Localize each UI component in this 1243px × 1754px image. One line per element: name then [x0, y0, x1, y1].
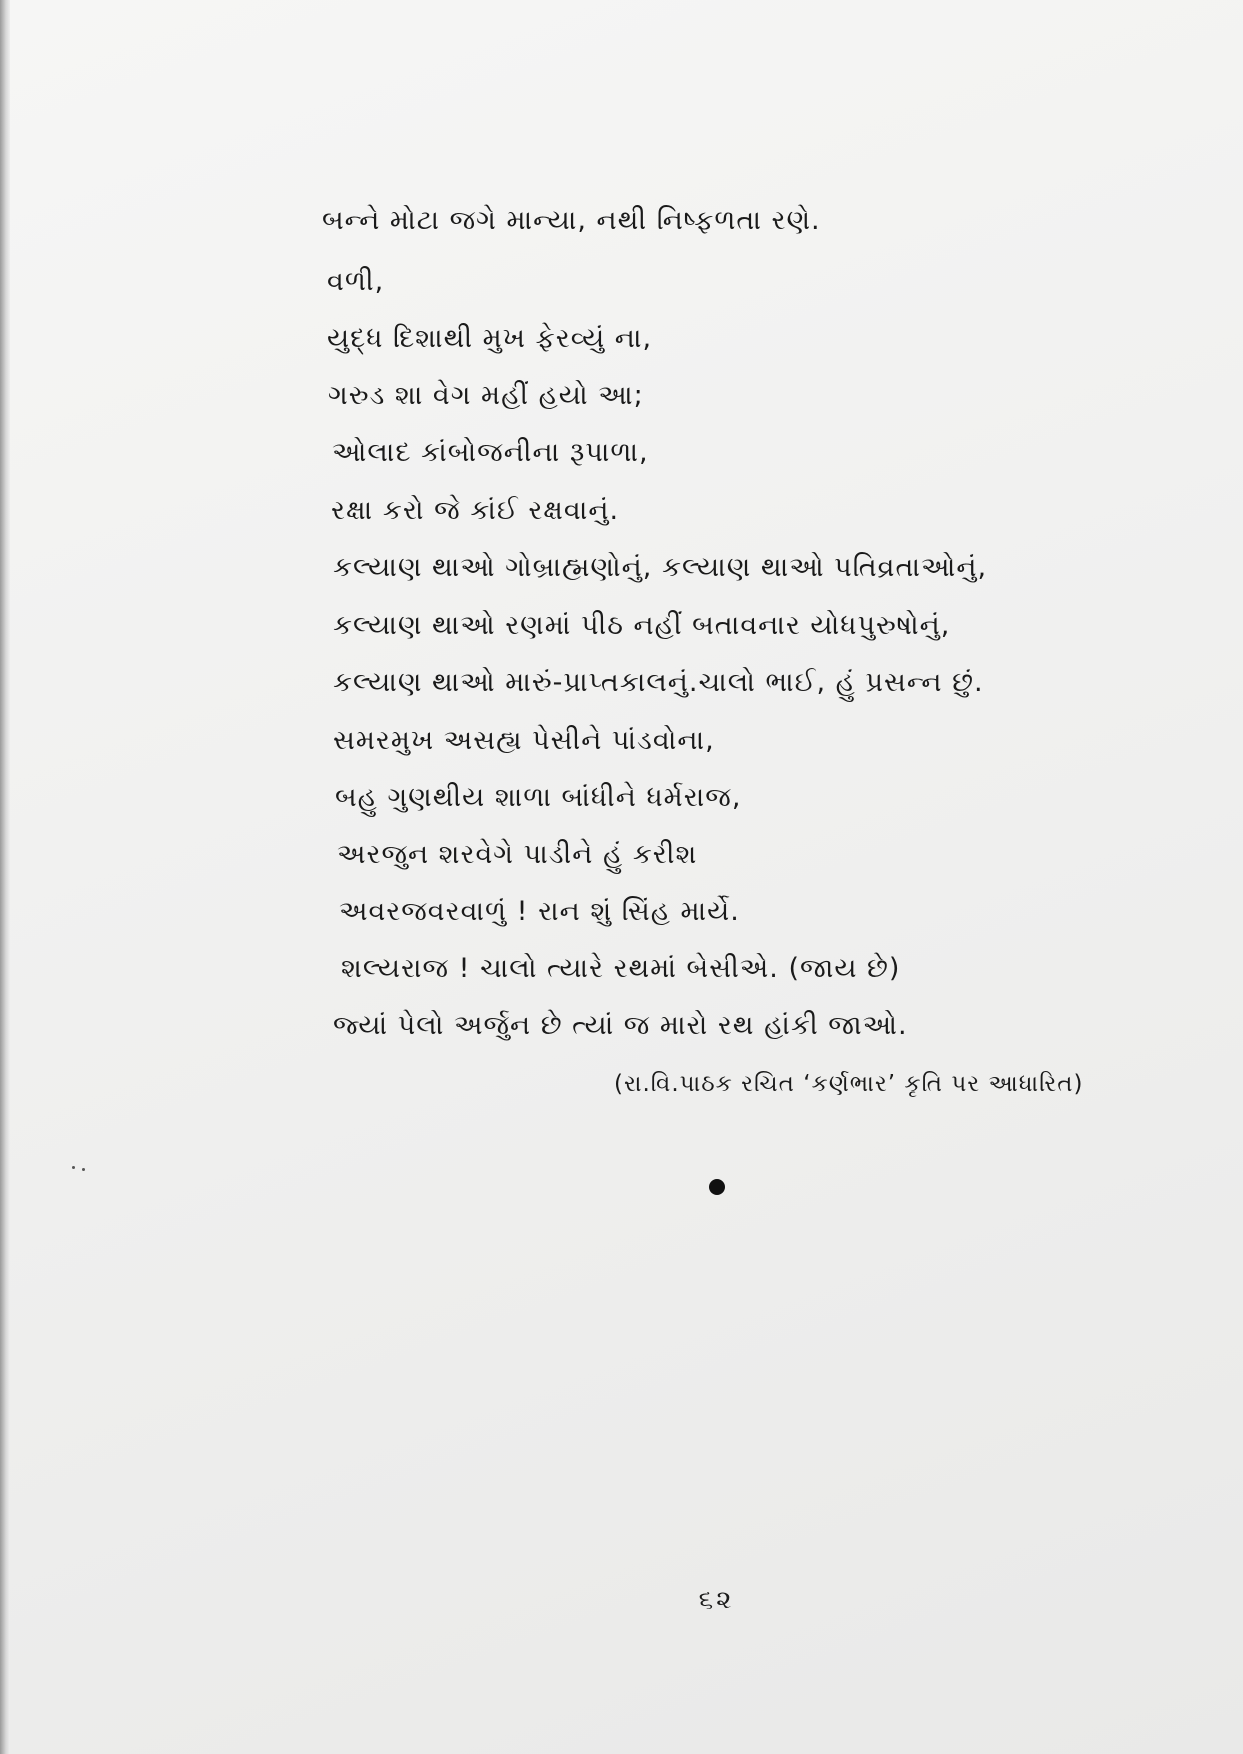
poem-line: બહુ ગુણથીય શાળા બાંધીને ધર્મરાજ, [335, 782, 742, 813]
poem-line: જ્યાં પેલો અર્જુન છે ત્યાં જ મારો રથ હાંકી જાઓ. [333, 1010, 908, 1041]
poem-line: સમરમુખ અસહ્ય પેસીને પાંડવોના, [333, 725, 715, 756]
poem-line: કલ્યાણ થાઓ ગોબ્રાહ્મણોનું, કલ્યાણ થાઓ પતિવ્રતાઓનું, [333, 552, 988, 583]
poem-line: બન્ને મોટા જગે માન્યા, નથી નિષ્ફળતા રણે. [322, 205, 821, 236]
poem-line: ઓલાદ કાંબોજનીના રૂપાળા, [332, 437, 649, 468]
poem-line: કલ્યાણ થાઓ રણમાં પીઠ નહીં બતાવનાર યોધપુરુષોનું, [333, 610, 951, 641]
poem-line: રક્ષા કરો જે કાંઈ રક્ષવાનું. [331, 495, 620, 526]
poem-line: અરજુન શરવેગે પાડીને હું કરીશ [337, 839, 698, 870]
poem-line: અવરજવરવાળું ! રાન શું સિંહ માર્યે. [339, 896, 740, 927]
poem-line: કલ્યાણ થાઓ મારું-પ્રાપ્તકાલનું.ચાલો ભાઈ, હું પ્રસન્ન છું. [333, 667, 984, 698]
section-end-bullet [709, 1179, 725, 1195]
poem-line: વળી, [327, 266, 385, 297]
poem-line: યુદ્ધ દિશાથી મુખ ફેરવ્યું ના, [327, 323, 653, 354]
page-number: ૬૨ [698, 1585, 735, 1615]
poem-line: ગરુડ શા વેગ મહીં હયો આ; [328, 380, 644, 411]
poem-line: શલ્યરાજ ! ચાલો ત્યારે રથમાં બેસીએ. (જાય છે) [341, 953, 901, 984]
attribution: (રા.વિ.પાઠક રચિત ‘કર્ણભાર’ કૃતિ પર આધારિત) [614, 1071, 1084, 1097]
